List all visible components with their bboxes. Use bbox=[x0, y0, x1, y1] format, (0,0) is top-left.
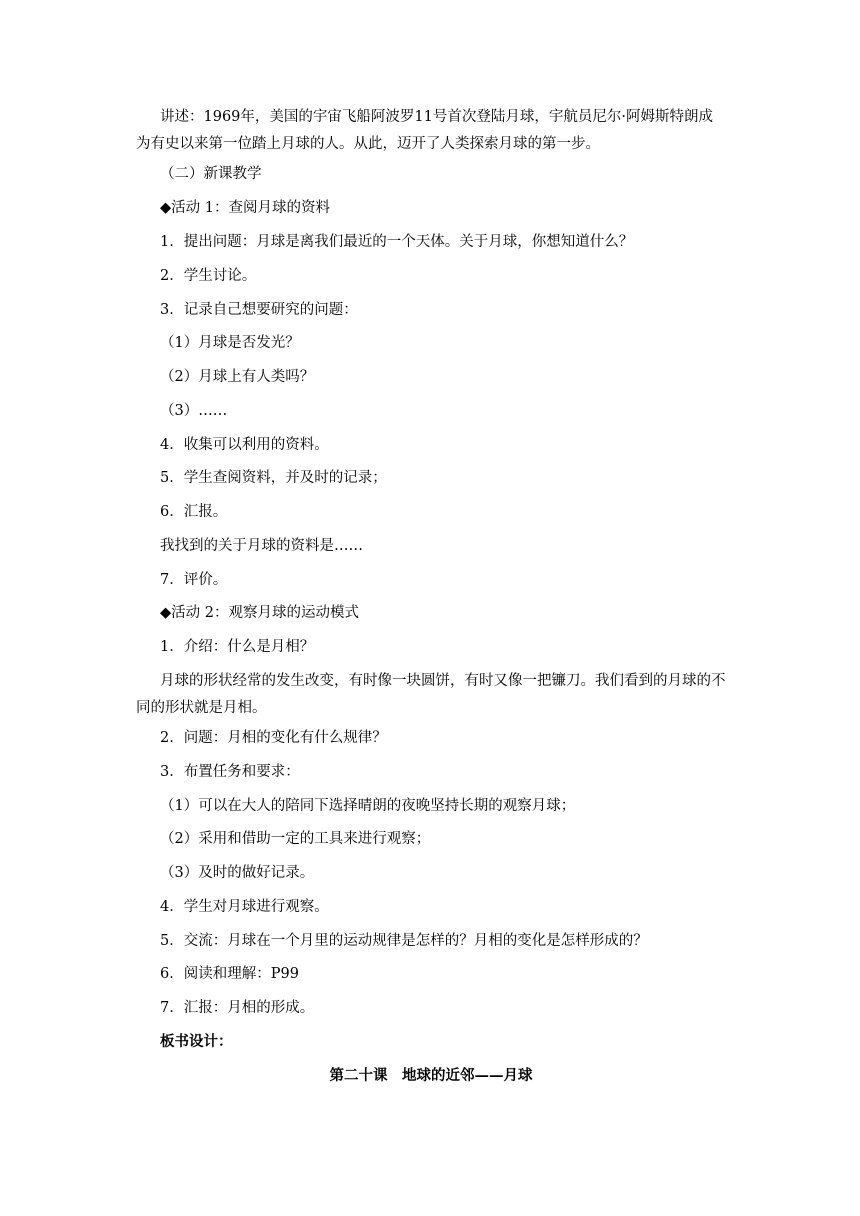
list-item: 7．汇报：月相的形成。 bbox=[160, 1000, 315, 1016]
list-item: （2）月球上有人类吗？ bbox=[160, 369, 315, 385]
list-item: 3．布置任务和要求： bbox=[160, 764, 300, 780]
list-item: 2．问题：月相的变化有什么规律？ bbox=[160, 730, 387, 746]
list-item: 1．提出问题：月球是离我们最近的一个天体。关于月球，你想知道什么？ bbox=[160, 234, 634, 250]
board-title: 第二十课 地球的近邻——月球 bbox=[329, 1067, 533, 1084]
list-item: （1）月球是否发光？ bbox=[160, 335, 300, 351]
activity1-heading: ◆活动 1：查阅月球的资料 bbox=[160, 200, 330, 216]
list-item: （2）采用和借助一定的工具来进行观察； bbox=[160, 831, 431, 847]
section-heading: （二）新课教学 bbox=[160, 166, 262, 182]
activity2-heading: ◆活动 2：观察月球的运动模式 bbox=[160, 605, 359, 621]
list-item: 3．记录自己想要研究的问题： bbox=[160, 302, 358, 318]
intro-paragraph: 讲述：1969年，美国的宇宙飞船阿波罗11号首次登陆月球，宇航员尼尔·阿姆斯特朗成为有史以来第一位踏上月球的人。从此，迈开了人类探索月球的第一步。 bbox=[136, 109, 713, 152]
list-item: 我找到的关于月球的资料是…… bbox=[160, 538, 363, 554]
list-item: 1．介绍：什么是月相？ bbox=[160, 639, 315, 655]
moon-phase-paragraph: 月球的形状经常的发生改变，有时像一块圆饼，有时又像一把镰刀。我们看到的月球的不同的形状就是月相。 bbox=[136, 673, 726, 716]
list-item: 6．汇报。 bbox=[160, 504, 228, 520]
list-item: （3）…… bbox=[160, 403, 228, 419]
list-item: 4．学生对月球进行观察。 bbox=[160, 899, 329, 915]
list-item: 4．收集可以利用的资料。 bbox=[160, 437, 329, 453]
list-item: （1）可以在大人的陪同下选择晴朗的夜晚坚持长期的观察月球； bbox=[160, 798, 576, 814]
list-item: 5．学生查阅资料，并及时的记录； bbox=[160, 470, 387, 486]
list-item: 7．评价。 bbox=[160, 572, 228, 588]
list-item: 5．交流：月球在一个月里的运动规律是怎样的？月相的变化是怎样形成的？ bbox=[160, 933, 648, 949]
list-item: 6．阅读和理解：P99 bbox=[160, 966, 299, 982]
board-design-label: 板书设计： bbox=[160, 1033, 233, 1050]
list-item: （3）及时的做好记录。 bbox=[160, 865, 315, 881]
list-item: 2．学生讨论。 bbox=[160, 268, 257, 284]
